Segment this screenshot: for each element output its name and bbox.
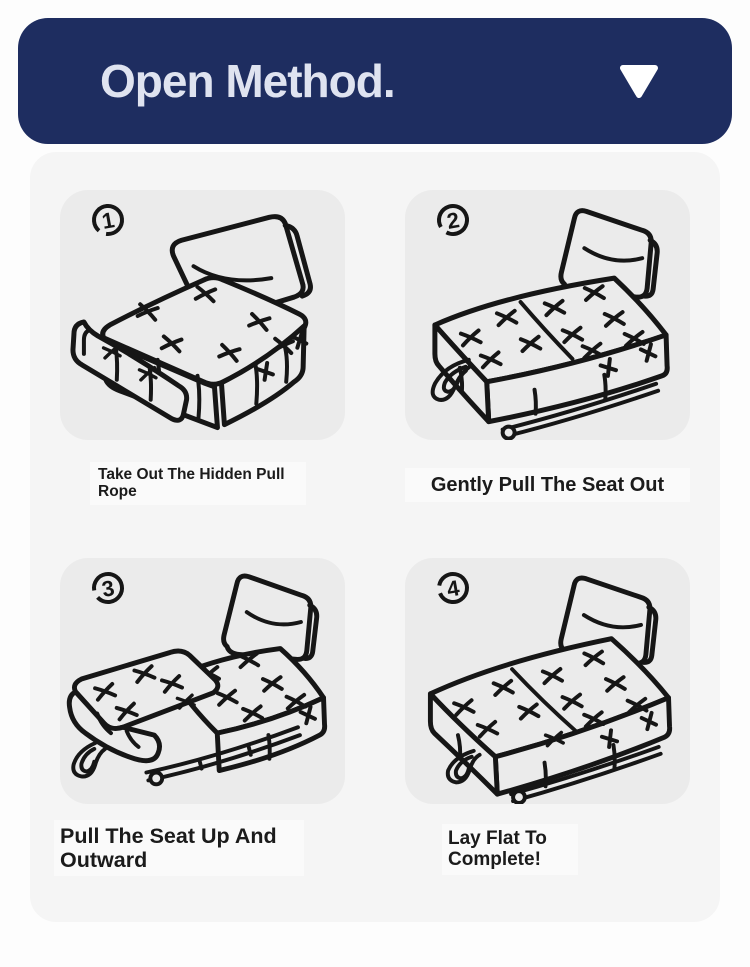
step-2-caption: Gently Pull The Seat Out — [405, 468, 690, 502]
svg-text:1: 1 — [99, 207, 117, 234]
section-title: Open Method. — [100, 55, 395, 107]
svg-text:2: 2 — [444, 207, 462, 234]
step-1-caption: Take Out The Hidden Pull Rope — [90, 462, 306, 505]
svg-text:3: 3 — [99, 575, 117, 602]
step-1-number-badge — [86, 198, 130, 242]
step-4-number-badge — [431, 566, 475, 610]
step-2-number-badge — [431, 198, 475, 242]
triangle-down-icon[interactable] — [619, 64, 659, 100]
open-method-section-header[interactable] — [18, 18, 732, 144]
step-3-number-badge — [86, 566, 130, 610]
step-4-panel — [405, 558, 690, 804]
svg-text:4: 4 — [444, 575, 462, 602]
step-2-panel — [405, 190, 690, 440]
step-4-caption: Lay Flat To Complete! — [442, 824, 578, 875]
steps-board — [30, 152, 720, 922]
step-1-panel — [60, 190, 345, 440]
step-3-caption: Pull The Seat Up And Outward — [54, 820, 304, 876]
step-3-panel — [60, 558, 345, 804]
